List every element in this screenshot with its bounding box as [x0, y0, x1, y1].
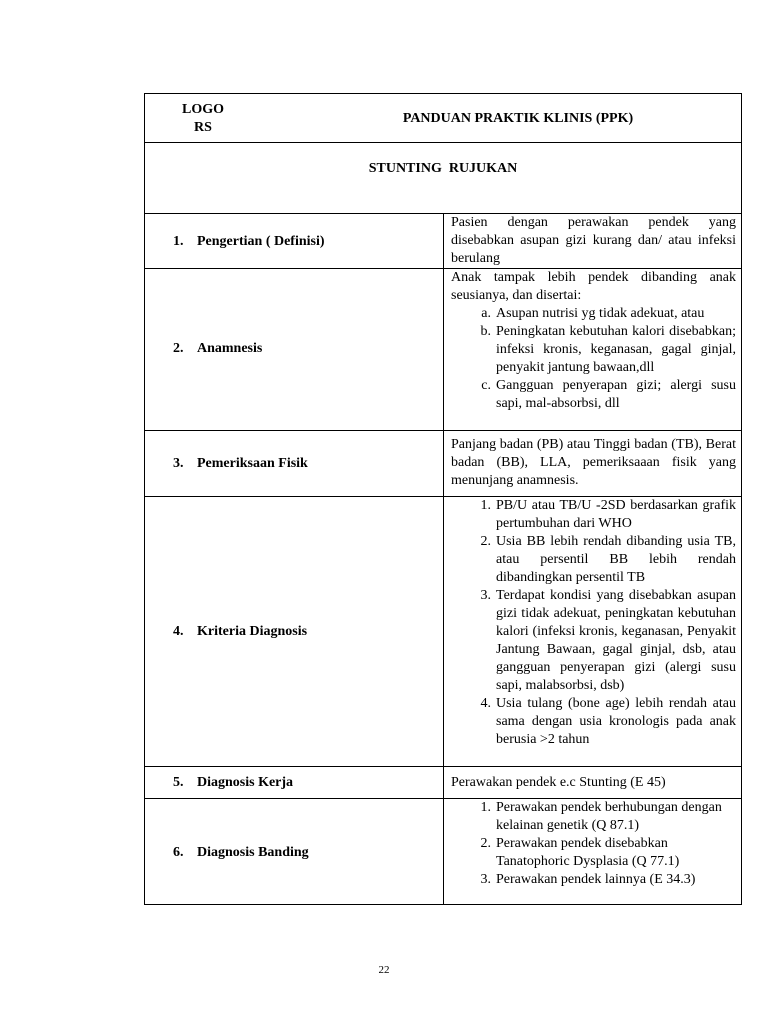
list-item: [451, 323, 736, 377]
row-text: Perawakan pendek e.c Stunting (E 45): [451, 775, 666, 790]
list-item: [451, 835, 736, 871]
row-content-pengertian: [451, 214, 736, 268]
row-text: Panjang badan (PB) atau Tinggi badan (TB), Berat badan (BB), LLA, pemeriksaaan fisik yang menunjang anamnesis.: [451, 437, 736, 488]
list-marker: 2.: [480, 836, 491, 851]
logo-placeholder: [167, 101, 239, 137]
list-item: [451, 871, 736, 889]
row-label-pemeriksaan-fisik: [173, 455, 308, 473]
document-title: PANDUAN PRAKTIK KLINIS (PPK): [402, 111, 634, 126]
row-label-text: Pemeriksaan Fisik: [197, 456, 308, 471]
row-text: Pasien dengan perawakan pendek yang disebabkan asupan gizi kurang dan/ atau infeksi berulang: [451, 215, 736, 266]
row-label-text: Diagnosis Kerja: [197, 775, 294, 790]
list-marker: a.: [481, 306, 491, 321]
list-marker: 1.: [480, 498, 491, 513]
list-item: [451, 305, 736, 323]
list-marker: 3.: [480, 588, 491, 603]
list-item-text: Usia tulang (bone age) lebih rendah atau sama dengan usia kronologis pada anak berusia >2 tahun: [496, 696, 736, 747]
row-label-text: Pengertian ( Definisi): [197, 234, 325, 249]
list-item: [451, 377, 736, 413]
list-item-text: Perawakan pendek lainnya (E 34.3): [496, 872, 696, 887]
row-number: 3.: [173, 456, 184, 471]
row-content-kriteria-diagnosis: [451, 497, 736, 749]
row-number: 1.: [173, 234, 184, 249]
row-label-text: Anamnesis: [197, 341, 263, 356]
list-marker: c.: [481, 378, 491, 393]
list-marker: b.: [480, 324, 491, 339]
ppk-document-table: [144, 93, 742, 905]
list-item-text: Gangguan penyerapan gizi; alergi susu sapi, mal-absorbsi, dll: [496, 378, 736, 411]
list-marker: 1.: [480, 800, 491, 815]
row-label-text: Kriteria Diagnosis: [197, 624, 308, 639]
row-content-pemeriksaan-fisik: [451, 436, 736, 490]
row-label-pengertian: [173, 233, 325, 251]
list-item-text: Perawakan pendek disebabkan Tanatophoric Dysplasia (Q 77.1): [496, 836, 680, 869]
list-item: [451, 533, 736, 587]
row-label-text: Diagnosis Banding: [197, 845, 309, 860]
list-item-text: Usia BB lebih rendah dibanding usia TB, atau persentil BB lebih rendah dibandingkan persentil TB: [496, 534, 736, 585]
row-number: 5.: [173, 775, 184, 790]
row-number: 6.: [173, 845, 184, 860]
row-intro: Anak tampak lebih pendek dibanding anak seusianya, dan disertai:: [451, 270, 736, 303]
page-number: 22: [378, 964, 390, 976]
row-content-diagnosis-banding: [451, 799, 736, 889]
list-item-text: Asupan nutrisi yg tidak adekuat, atau: [496, 306, 705, 321]
list-item: [451, 695, 736, 749]
list-item: [451, 497, 736, 533]
list-marker: 4.: [480, 696, 491, 711]
list-marker: 2.: [480, 534, 491, 549]
row-label-anamnesis: [173, 340, 262, 358]
document-subtitle: STUNTING RUJUKAN: [368, 161, 518, 176]
list-item: [451, 799, 736, 835]
row-label-diagnosis-banding: [173, 844, 309, 862]
logo-line2: RS: [194, 120, 212, 135]
row-content-anamnesis: [451, 269, 736, 413]
row-content-diagnosis-kerja: [451, 774, 736, 792]
list-marker: 3.: [480, 872, 491, 887]
column-divider: [443, 213, 444, 905]
list-item: [451, 587, 736, 695]
list-item-text: PB/U atau TB/U -2SD berdasarkan grafik pertumbuhan dari WHO: [496, 498, 736, 531]
row-number: 2.: [173, 341, 184, 356]
row-label-diagnosis-kerja: [173, 774, 293, 792]
list-item-text: Perawakan pendek berhubungan dengan kelainan genetik (Q 87.1): [496, 800, 722, 833]
logo-line1: LOGO: [181, 102, 224, 117]
list-item-text: Terdapat kondisi yang disebabkan asupan gizi tidak adekuat, peningkatan kebutuhan kalori (infeksi kronis, keganasan, Penyakit Jantung Bawaan, gagal ginjal, dsb, atau gangguan penyerapan gizi (alergi susu sapi, malabsorbsi, dsb): [496, 588, 736, 693]
row-label-kriteria-diagnosis: [173, 623, 307, 641]
list-item-text: Peningkatan kebutuhan kalori disebabkan; infeksi kronis, keganasan, gagal ginjal, penyakit jantung bawaan,dll: [496, 324, 736, 375]
row-number: 4.: [173, 624, 184, 639]
divider: [145, 142, 741, 143]
